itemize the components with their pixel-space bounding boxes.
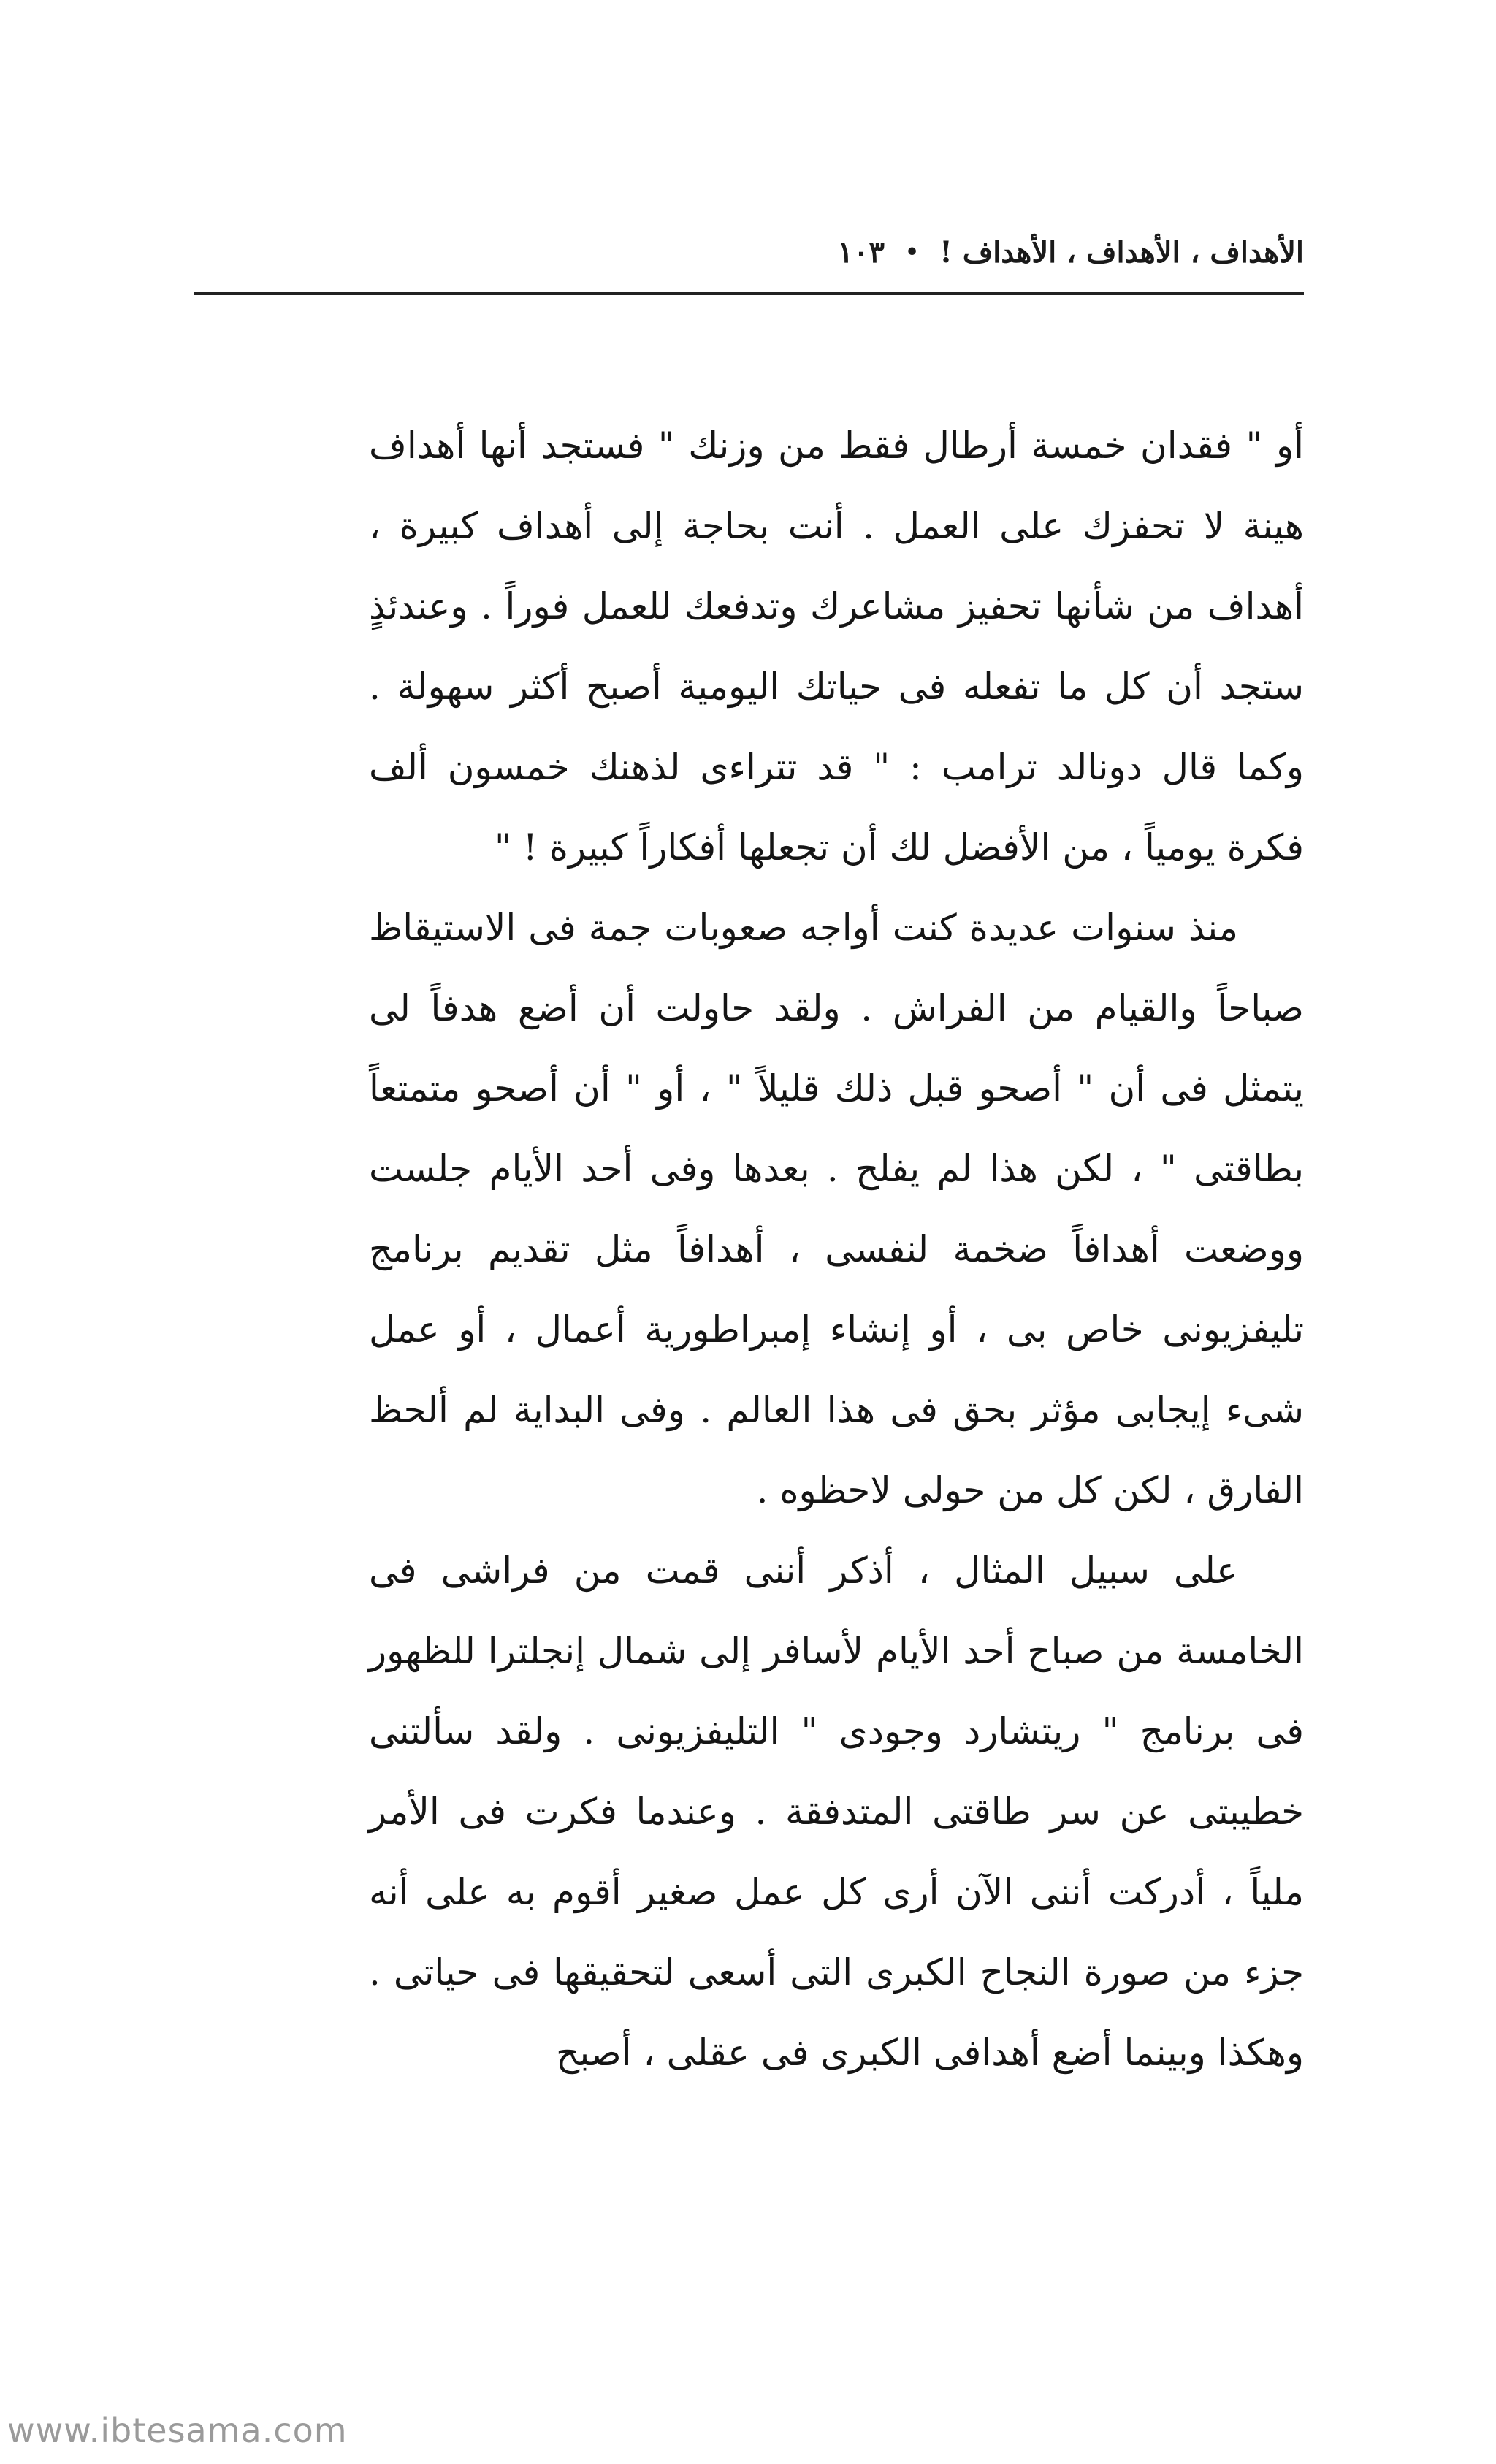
paragraph-2: منذ سنوات عديدة كنت أواجه صعوبات جمة فى الاستيقاظ صباحاً والقيام من الفراش . ولقد حاولت أن أضع هدفاً لى يتمثل فى أن " أصحو قبل ذلك قليلاً " ، أو " أن أصحو متمتعاً بطاقتى " ، لكن هذا لم يفلح . بعدها وفى أحد الأيام جلست ووضعت أهدافاً ضخمة لنفسى ، أهدافاً مثل تقديم برنامج تليفزيونى خاص بى ، أو إنشاء إمبراطورية أعمال ، أو عمل شىء إيجابى مؤثر بحق فى هذا العالم . وفى البداية لم ألحظ الفارق ، لكن كل من حولى لاحظوه . [369, 907, 1304, 1511]
paragraph-1: أو " فقدان خمسة أرطال فقط من وزنك " فستجد أنها أهداف هينة لا تحفزك على العمل . أنت بحاجة إلى أهداف كبيرة ، أهداف من شأنها تحفيز مشاعرك وتدفعك للعمل فوراً . وعندئذٍ ستجد أن كل ما تفعله فى حياتك اليومية أصبح أكثر سهولة . وكما قال دونالد ترامب : " قد تتراءى لذهنك خمسون ألف فكرة يومياً ، من الأفضل لك أن تجعلها أفكاراً كبيرة ! " [369, 424, 1304, 869]
body-text [369, 405, 1304, 2093]
running-header [194, 219, 1304, 285]
watermark-url: www.ibtesama.com [7, 2411, 348, 2450]
paragraph-3: على سبيل المثال ، أذكر أننى قمت من فراشى فى الخامسة من صباح أحد الأيام لأسافر إلى شمال إنجلترا للظهور فى برنامج " ريتشارد وجودى " التليفزيونى . ولقد سألتنى خطيبتى عن سر طاقتى المتدفقة . وعندما فكرت فى الأمر ملياً ، أدركت أننى الآن أرى كل عمل صغير أقوم به على أنه جزء من صورة النجاح الكبرى التى أسعى لتحقيقها فى حياتى . وهكذا وبينما أضع أهدافى الكبرى فى عقلى ، أصبح [369, 1549, 1304, 2074]
header-rule [194, 292, 1304, 295]
page-number: ١٠٣ [837, 234, 885, 270]
bullet-separator: • [905, 239, 920, 265]
running-title: الأهداف ، الأهداف ، الأهداف ! [939, 234, 1304, 270]
